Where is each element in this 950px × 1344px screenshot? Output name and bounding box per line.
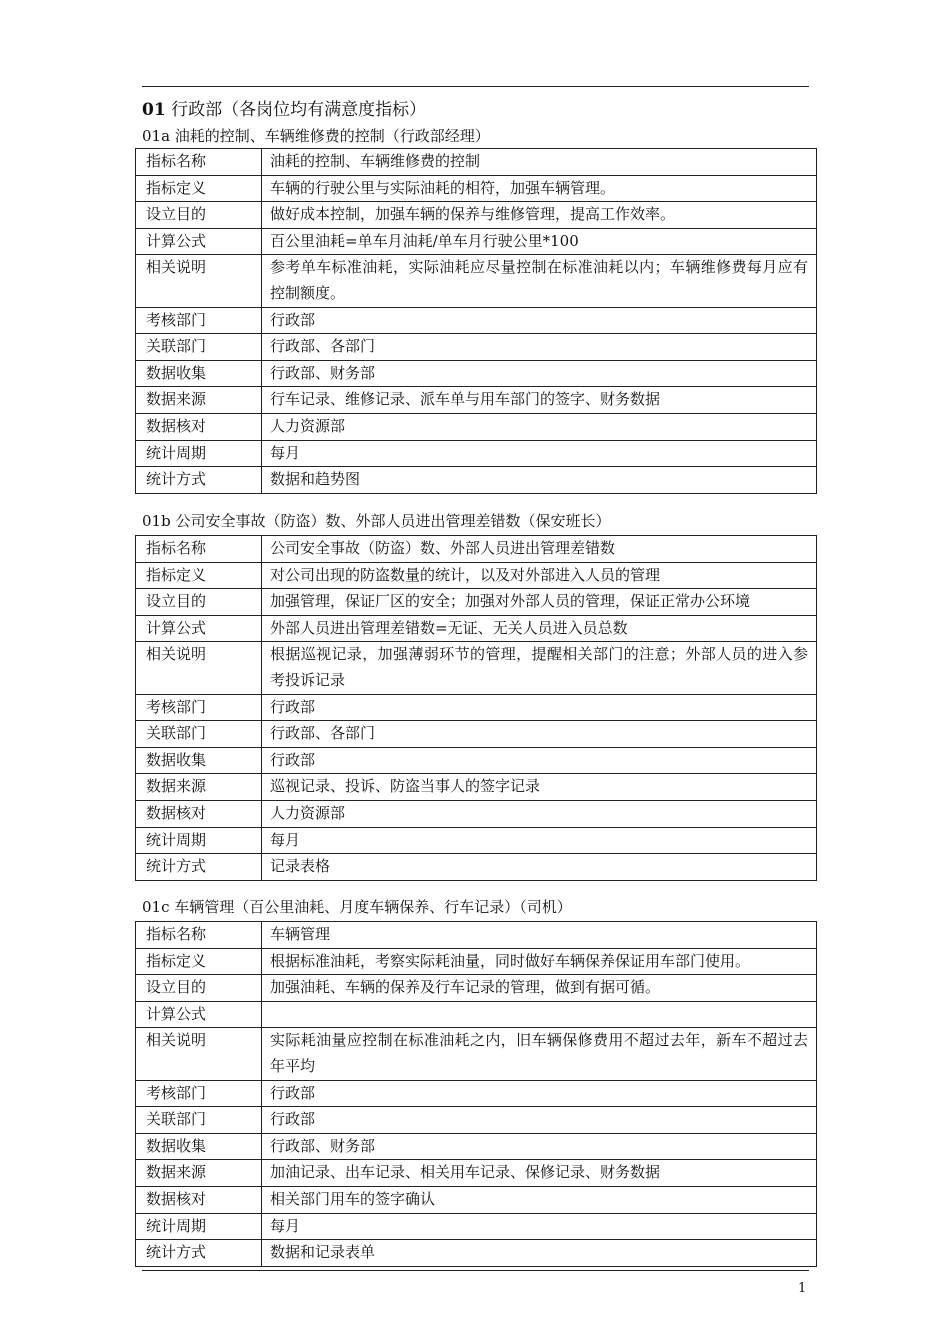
field-value: 加油记录、出车记录、相关用车记录、保修记录、财务数据 [262,1160,817,1187]
field-value: 人力资源部 [262,800,817,827]
table-row [136,589,817,616]
field-value: 数据和趋势图 [262,467,817,494]
field-value: 记录表格 [262,854,817,881]
field-label: 相关说明 [136,1028,262,1080]
field-label: 指标定义 [136,562,262,589]
field-value: 行政部、各部门 [262,721,817,748]
field-value: 参考单车标准油耗，实际油耗应尽量控制在标准油耗以内；车辆维修费每月应有控制额度。 [262,255,817,307]
table-row [136,975,817,1002]
table-row [136,413,817,440]
table-row [136,800,817,827]
field-value: 行政部 [262,307,817,334]
table-row [136,854,817,881]
field-label: 设立目的 [136,975,262,1002]
field-label: 数据收集 [136,747,262,774]
field-label: 数据来源 [136,1160,262,1187]
section-title-01c: 01c 车辆管理（百公里油耗、月度车辆保养、行车记录）（司机） [142,898,572,916]
field-value: 加强油耗、车辆的保养及行车记录的管理，做到有据可循。 [262,975,817,1002]
field-value: 行政部、各部门 [262,334,817,361]
field-value: 根据巡视记录，加强薄弱环节的管理，提醒相关部门的注意；外部人员的进入参考投诉记录 [262,642,817,694]
field-value: 行政部 [262,694,817,721]
title-number: 01 [142,100,166,120]
table-row [136,255,817,307]
field-label: 设立目的 [136,589,262,616]
table-row [136,536,817,563]
field-label: 考核部门 [136,1080,262,1107]
table-row [136,228,817,255]
field-value: 公司安全事故（防盗）数、外部人员进出管理差错数 [262,536,817,563]
field-label: 计算公式 [136,1001,262,1028]
field-value: 行政部、财务部 [262,1133,817,1160]
table-row [136,774,817,801]
field-value: 做好成本控制，加强车辆的保养与维修管理，提高工作效率。 [262,202,817,229]
table-row [136,175,817,202]
table-row [136,922,817,949]
table-row [136,467,817,494]
table-row [136,1133,817,1160]
table-row [136,387,817,414]
field-value: 加强管理，保证厂区的安全；加强对外部人员的管理，保证正常办公环境 [262,589,817,616]
field-label: 计算公式 [136,228,262,255]
table-row [136,360,817,387]
field-label: 关联部门 [136,334,262,361]
field-value: 百公里油耗=单车月油耗/单车月行驶公里*100 [262,228,817,255]
field-value: 相关部门用车的签字确认 [262,1186,817,1213]
table-row [136,149,817,176]
field-value: 行政部、财务部 [262,360,817,387]
field-label: 相关说明 [136,255,262,307]
field-value: 车辆管理 [262,922,817,949]
table-row [136,1213,817,1240]
table-row [136,1107,817,1134]
field-label: 统计方式 [136,467,262,494]
field-value: 数据和记录表单 [262,1240,817,1267]
table-row [136,307,817,334]
section-title-01a: 01a 油耗的控制、车辆维修费的控制（行政部经理） [142,127,490,145]
field-label: 指标名称 [136,922,262,949]
field-label: 数据核对 [136,800,262,827]
field-label: 数据核对 [136,1186,262,1213]
table-row [136,694,817,721]
table-row [136,1186,817,1213]
table-row [136,562,817,589]
page-title [142,98,426,122]
table-row [136,1240,817,1267]
field-value: 对公司出现的防盗数量的统计，以及对外部进入人员的管理 [262,562,817,589]
table-row [136,642,817,694]
field-label: 统计方式 [136,1240,262,1267]
field-value: 行政部 [262,1107,817,1134]
field-label: 指标名称 [136,149,262,176]
field-value: 根据标准油耗，考察实际耗油量，同时做好车辆保养保证用车部门使用。 [262,948,817,975]
field-value: 外部人员进出管理差错数=无证、无关人员进入员总数 [262,615,817,642]
table-row [136,1028,817,1080]
title-text: 行政部（各岗位均有满意度指标） [165,100,427,120]
table-row [136,615,817,642]
field-label: 指标定义 [136,175,262,202]
field-label: 设立目的 [136,202,262,229]
indicator-table-01c [135,921,817,1267]
field-label: 统计方式 [136,854,262,881]
field-label: 考核部门 [136,307,262,334]
field-label: 指标名称 [136,536,262,563]
field-label: 统计周期 [136,1213,262,1240]
field-value: 行政部 [262,1080,817,1107]
field-label: 指标定义 [136,948,262,975]
page-number: 1 [798,1281,807,1296]
table-row [136,440,817,467]
table-row [136,827,817,854]
field-label: 数据来源 [136,387,262,414]
field-label: 关联部门 [136,1107,262,1134]
field-label: 数据来源 [136,774,262,801]
field-value: 车辆的行驶公里与实际油耗的相符，加强车辆管理。 [262,175,817,202]
table-row [136,747,817,774]
field-value: 人力资源部 [262,413,817,440]
field-label: 考核部门 [136,694,262,721]
indicator-table-01a [135,148,817,494]
table-row [136,1160,817,1187]
table-row [136,1001,817,1028]
field-value: 实际耗油量应控制在标准油耗之内，旧车辆保修费用不超过去年，新车不超过去年平均 [262,1028,817,1080]
field-value: 巡视记录、投诉、防盗当事人的签字记录 [262,774,817,801]
field-label: 相关说明 [136,642,262,694]
field-label: 计算公式 [136,615,262,642]
header-rule [142,86,809,87]
field-label: 数据收集 [136,1133,262,1160]
field-value: 行政部 [262,747,817,774]
table-row [136,721,817,748]
field-value: 每月 [262,440,817,467]
field-value [262,1001,817,1028]
field-value: 行车记录、维修记录、派车单与用车部门的签字、财务数据 [262,387,817,414]
field-label: 统计周期 [136,827,262,854]
indicator-table-01b [135,535,817,881]
field-label: 统计周期 [136,440,262,467]
table-row [136,948,817,975]
field-value: 每月 [262,1213,817,1240]
section-title-01b: 01b 公司安全事故（防盗）数、外部人员进出管理差错数（保安班长） [142,512,611,530]
footer-rule [142,1270,809,1271]
table-row [136,1080,817,1107]
table-row [136,202,817,229]
field-label: 关联部门 [136,721,262,748]
field-label: 数据核对 [136,413,262,440]
field-value: 每月 [262,827,817,854]
field-value: 油耗的控制、车辆维修费的控制 [262,149,817,176]
table-row [136,334,817,361]
field-label: 数据收集 [136,360,262,387]
